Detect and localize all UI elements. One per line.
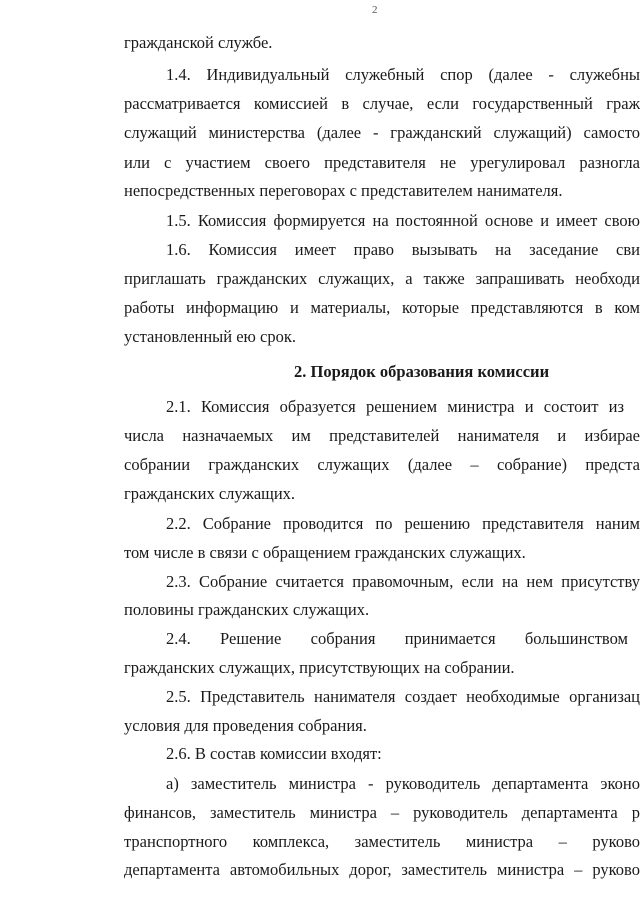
paragraph-line: 1.4. Индивидуальный служебный спор (далее - служебны xyxy=(166,65,640,84)
paragraph-line: транспортного комплекса, заместитель министра – руково xyxy=(124,832,640,851)
paragraph-line: гражданской службе. xyxy=(124,33,273,52)
section-heading: 2. Порядок образования комиссии xyxy=(294,362,550,381)
paragraph-line: непосредственных переговорах с представителем нанимателя. xyxy=(124,181,563,200)
paragraph-line: 1.6. Комиссия имеет право вызывать на заседание сви xyxy=(166,240,640,259)
paragraph-line: приглашать гражданских служащих, а также запрашивать необходи xyxy=(124,269,640,288)
paragraph-line: половины гражданских служащих. xyxy=(124,600,370,619)
paragraph-line: а) заместитель министра - руководитель департамента эконо xyxy=(166,774,640,793)
paragraph-line: гражданских служащих, присутствующих на собрании. xyxy=(124,658,515,677)
paragraph-line: 2.1. Комиссия образуется решением министра и состоит из xyxy=(166,397,624,416)
paragraph-line: том числе в связи с обращением гражданских служащих. xyxy=(124,543,526,562)
page-number: 2 xyxy=(372,4,378,16)
paragraph-line: собрании гражданских служащих (далее – собрание) предста xyxy=(124,455,640,474)
paragraph-line: 2.4. Решение собрания принимается большинством xyxy=(166,629,628,648)
paragraph-line: условия для проведения собрания. xyxy=(124,716,367,735)
paragraph-line: служащий министерства (далее - гражданский служащий) самосто xyxy=(124,123,640,142)
paragraph-line: 2.5. Представитель нанимателя создает необходимые организац xyxy=(166,687,640,706)
paragraph-line: 2.3. Собрание считается правомочным, если на нем присутству xyxy=(166,572,640,591)
paragraph-line: 2.6. В состав комиссии входят: xyxy=(166,744,382,763)
paragraph-line: работы информацию и материалы, которые представляются в ком xyxy=(124,298,640,317)
paragraph-line: числа назначаемых им представителей нанимателя и избирае xyxy=(124,426,640,445)
paragraph-line: установленный ею срок. xyxy=(124,327,296,346)
paragraph-line: гражданских служащих. xyxy=(124,484,296,503)
paragraph-line: 2.2. Собрание проводится по решению представителя наним xyxy=(166,514,640,533)
paragraph-line: 1.5. Комиссия формируется на постоянной основе и имеет свою xyxy=(166,211,640,230)
paragraph-line: финансов, заместитель министра – руководитель департамента р xyxy=(124,803,640,822)
paragraph-line: или с участием своего представителя не урегулировал разногла xyxy=(124,153,640,172)
paragraph-line: рассматривается комиссией в случае, если государственный граж xyxy=(124,94,640,113)
paragraph-line: департамента автомобильных дорог, заместитель министра – руково xyxy=(124,860,640,879)
